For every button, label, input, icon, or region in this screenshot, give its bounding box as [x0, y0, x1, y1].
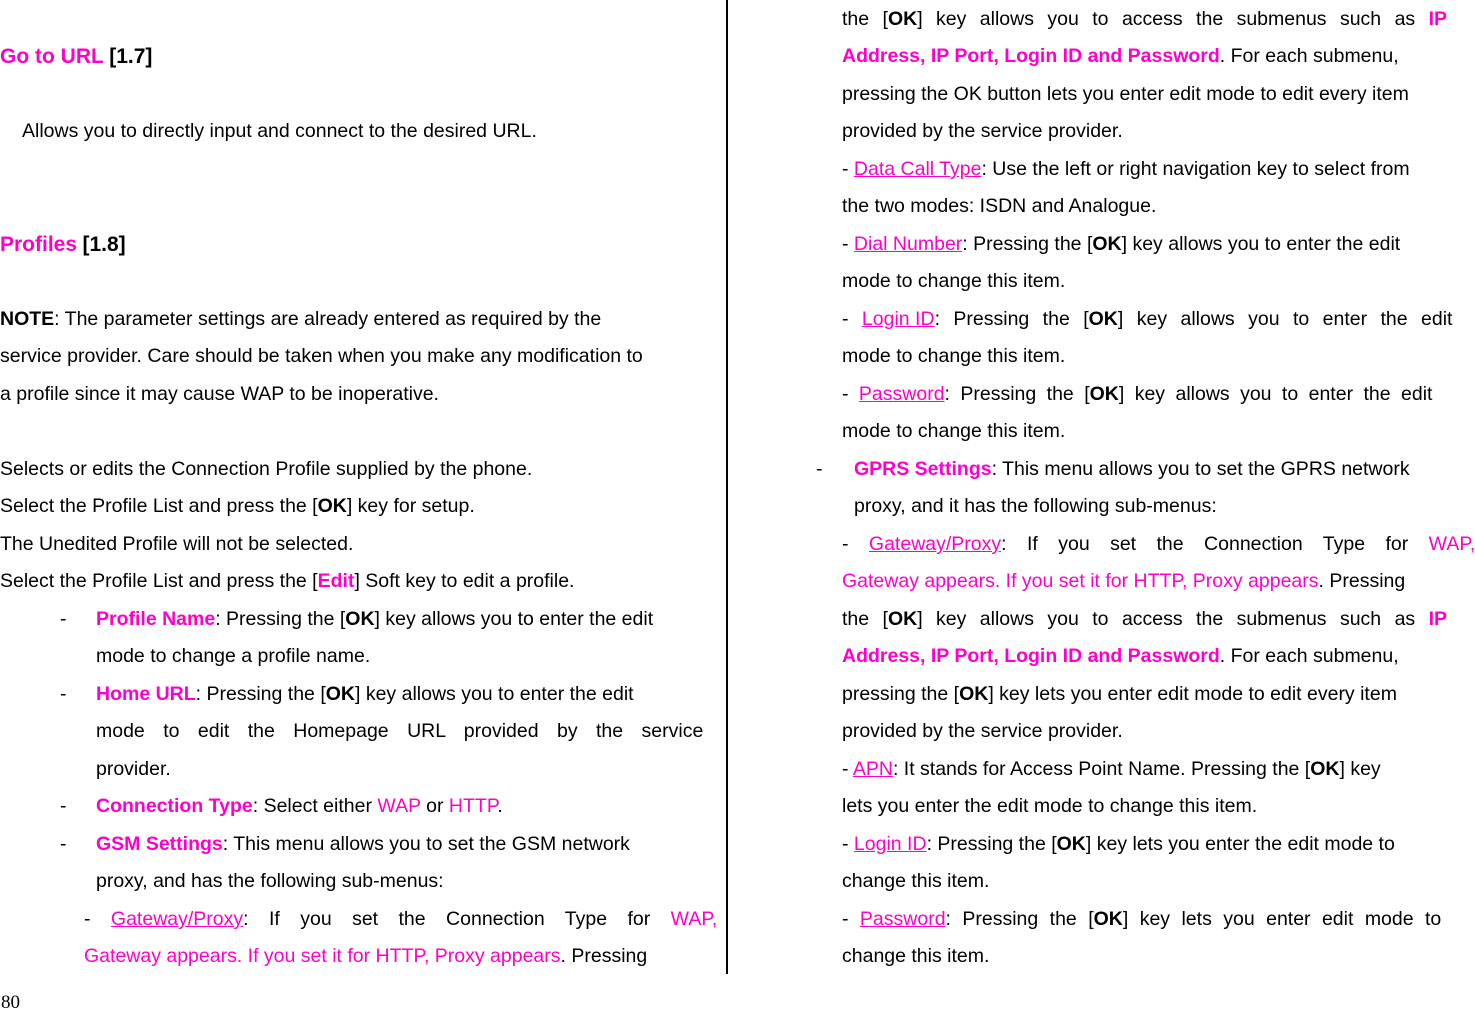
gprs-gateway-line-1: - Gateway/Proxy: If you set the Connection Type for WAP, [842, 533, 1475, 555]
gsm-gateway-line-1: - Gateway/Proxy: If you set the Connection Type for WAP, [84, 908, 718, 930]
profile-name-line-1: Profile Name: Pressing the [OK] key allows you to enter the edit [96, 608, 654, 630]
home-url-line-2: mode to edit the Homepage URL provided by the service [96, 720, 704, 742]
bullet-dash: - [816, 458, 823, 480]
dial-number-line-2: mode to change this item. [842, 270, 1066, 292]
login-id-line-2: mode to change this item. [842, 345, 1066, 367]
gsm-gateway-line-2: Gateway appears. If you set it for HTTP, Proxy appears. Pressing [84, 945, 648, 967]
column-divider [726, 0, 728, 974]
password-2-line-2: change this item. [842, 945, 990, 967]
bullet-dash: - [60, 608, 67, 630]
login-id-2-line-2: change this item. [842, 870, 990, 892]
para-line-1: Selects or edits the Connection Profile supplied by the phone. [0, 458, 533, 480]
page-number: 80 [1, 992, 20, 1013]
note-line-1: NOTE: The parameter settings are already entered as required by the [0, 308, 602, 330]
gprs-settings-line-1: GPRS Settings: This menu allows you to set the GPRS network [854, 458, 1410, 480]
bullet-dash: - [60, 683, 67, 705]
gsm-settings-line-1: GSM Settings: This menu allows you to set the GSM network [96, 833, 630, 855]
goto-url-description: Allows you to directly input and connect to the desired URL. [22, 120, 537, 142]
gprs-gateway-line-2: Gateway appears. If you set it for HTTP, Proxy appears. Pressing [842, 570, 1406, 592]
home-url-line-1: Home URL: Pressing the [OK] key allows you to enter the edit [96, 683, 634, 705]
profile-name-line-2: mode to change a profile name. [96, 645, 371, 667]
bullet-dash: - [60, 833, 67, 855]
profiles-heading: Profiles [1.8] [0, 233, 126, 256]
login-id-2-line-1: - Login ID: Pressing the [OK] key lets you enter the edit mode to [842, 833, 1395, 855]
apn-line-2: lets you enter the edit mode to change this item. [842, 795, 1258, 817]
bullet-dash: - [60, 795, 67, 817]
gprs-gateway-line-5: pressing the [OK] key lets you enter edit mode to edit every item [842, 683, 1397, 705]
connection-type-line: Connection Type: Select either WAP or HTTP. [96, 795, 503, 817]
goto-url-heading: Go to URL [1.7] [0, 45, 153, 68]
password-line-2: mode to change this item. [842, 420, 1066, 442]
gsm-cont-line-1: the [OK] key allows you to access the submenus such as IP [842, 8, 1448, 30]
apn-line-1: - APN: It stands for Access Point Name. Pressing the [OK] key [842, 758, 1381, 780]
gsm-cont-line-2: Address, IP Port, Login ID and Password. For each submenu, [842, 45, 1399, 67]
password-line-1: - Password: Pressing the [OK] key allows you to enter the edit [842, 383, 1433, 405]
para-line-2: Select the Profile List and press the [OK] key for setup. [0, 495, 475, 517]
gsm-settings-line-2: proxy, and has the following sub-menus: [96, 870, 444, 892]
gsm-cont-line-4: provided by the service provider. [842, 120, 1123, 142]
home-url-line-3: provider. [96, 758, 171, 780]
data-call-type-line-1: - Data Call Type: Use the left or right navigation key to select from [842, 158, 1410, 180]
login-id-line-1: - Login ID: Pressing the [OK] key allows you to enter the edit [842, 308, 1453, 330]
note-line-2: service provider. Care should be taken when you make any modification to [0, 345, 643, 367]
dial-number-line-1: - Dial Number: Pressing the [OK] key allows you to enter the edit [842, 233, 1401, 255]
gprs-gateway-line-4: Address, IP Port, Login ID and Password. For each submenu, [842, 645, 1399, 667]
gprs-gateway-line-3: the [OK] key allows you to access the submenus such as IP [842, 608, 1448, 630]
gprs-gateway-line-6: provided by the service provider. [842, 720, 1123, 742]
note-line-3: a profile since it may cause WAP to be inoperative. [0, 383, 439, 405]
para-line-4: Select the Profile List and press the [Edit] Soft key to edit a profile. [0, 570, 575, 592]
gsm-cont-line-3: pressing the OK button lets you enter edit mode to edit every item [842, 83, 1409, 105]
gprs-settings-line-2: proxy, and it has the following sub-menus: [854, 495, 1217, 517]
password-2-line-1: - Password: Pressing the [OK] key lets you enter edit mode to [842, 908, 1442, 930]
data-call-type-line-2: the two modes: ISDN and Analogue. [842, 195, 1157, 217]
para-line-3: The Unedited Profile will not be selected. [0, 533, 354, 555]
